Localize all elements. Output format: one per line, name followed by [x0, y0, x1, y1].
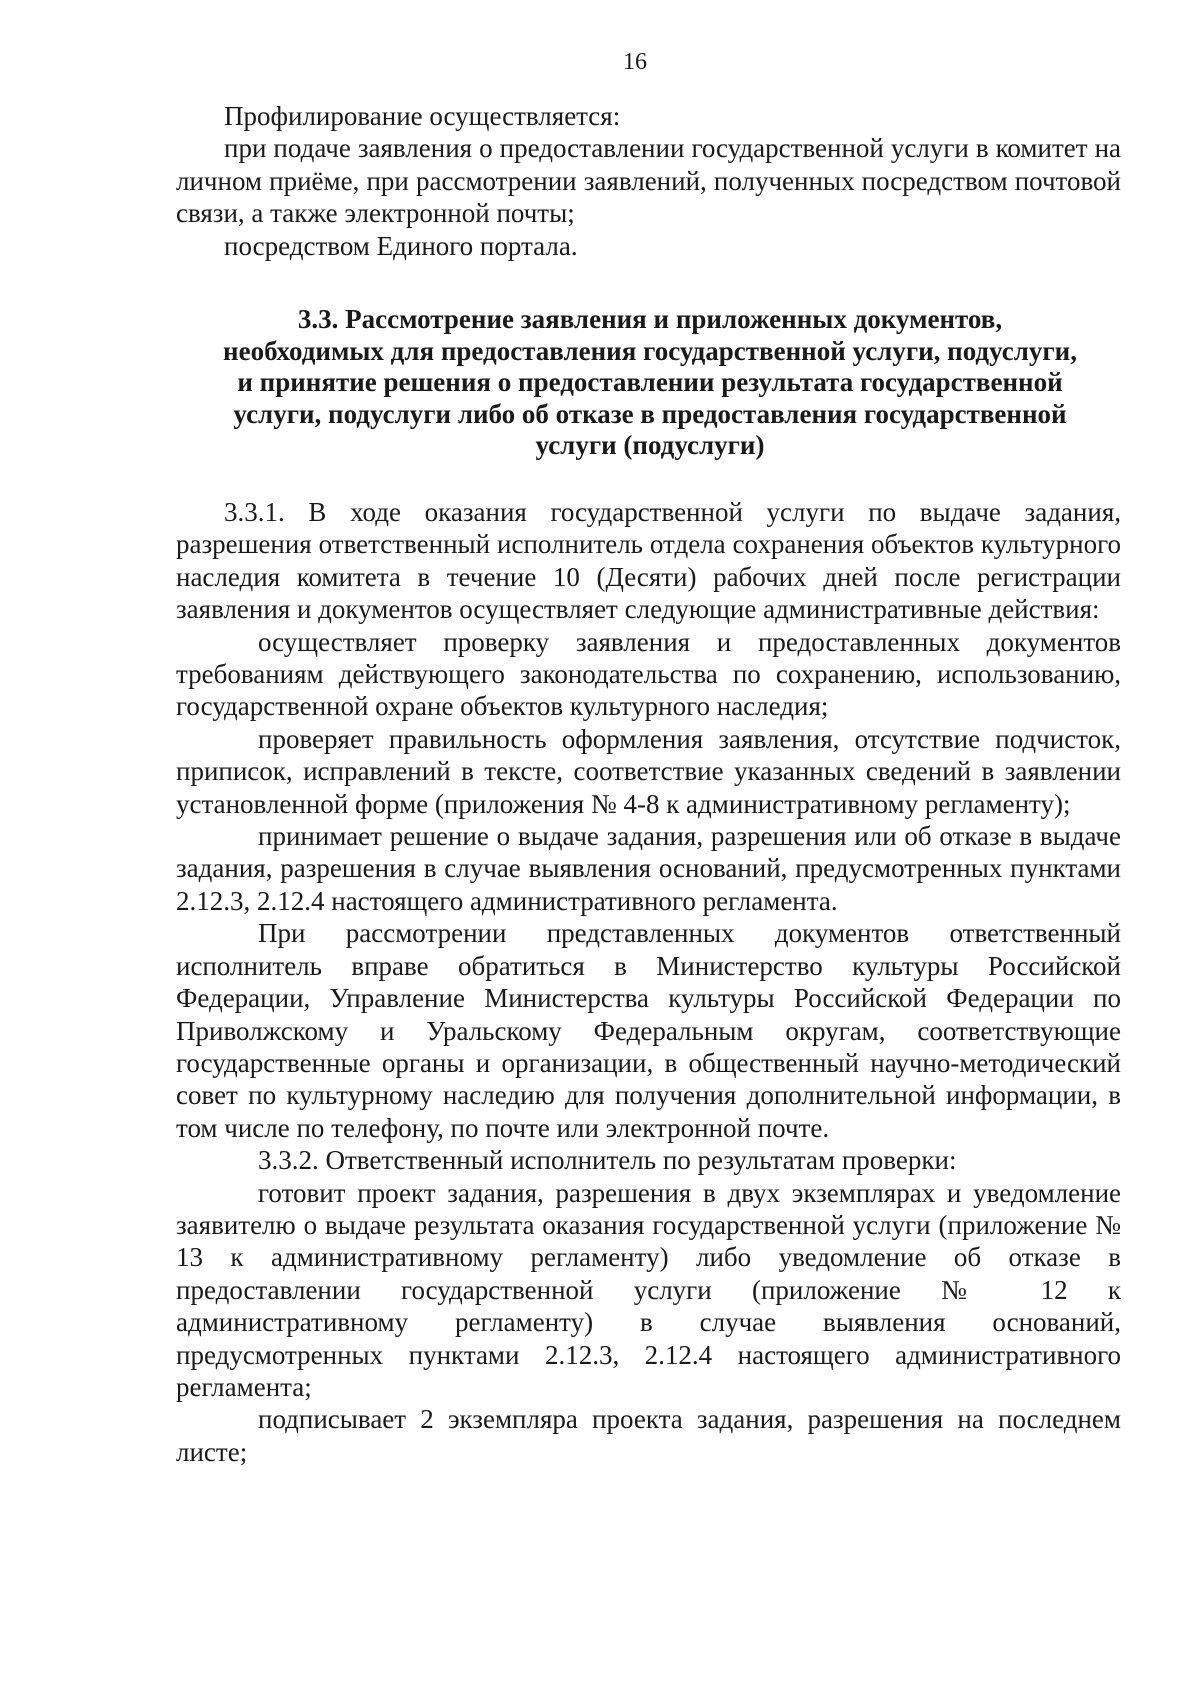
- body-paragraph: проверяет правильность оформления заявления, отсутствие подчисток, приписок, исправлений в тексте, соответствие указанных сведений в заявлении установленной форме (приложения № 4-8 к административному регламенту);: [176, 723, 1121, 819]
- intro-paragraph: Профилирование осуществляется:: [224, 101, 621, 131]
- intro-section: [176, 100, 1121, 262]
- body-paragraph: осуществляет проверку заявления и предоставленных документов требованиям действующего законодательства по сохранению, использованию, государственной охране объектов культурного наследия;: [176, 626, 1121, 722]
- body-paragraph: 3.3.1. В ходе оказания государственной услуги по выдаче задания, разрешения ответственный исполнитель отдела сохранения объектов культурного наследия комитета в течение 10 (Десяти) рабочих дней после регистрации заявления и документов осуществляет следующие административные действия:: [176, 497, 1121, 625]
- body-section: [176, 496, 1121, 1468]
- body-paragraph: готовит проект задания, разрешения в двух экземплярах и уведомление заявителю о выдаче результата оказания государственной услуги (приложение № 13 к административному регламенту) либо уведомление об отказе в предоставлении государственной услуги (приложение № 12 к административному регламенту) в случае выявления оснований, предусмотренных пунктами 2.12.3, 2.12.4 настоящего административного регламента;: [176, 1177, 1121, 1402]
- body-paragraph: 3.3.2. Ответственный исполнитель по результатам проверки:: [258, 1145, 957, 1176]
- body-paragraph: При рассмотрении представленных документов ответственный исполнитель вправе обратиться в Министерство культуры Российской Федерации, Управление Министерства культуры Российской Федерации по Приволжскому и Уральскому Федеральным округам, соответствующие государственные органы и организации, в общественный научно-методический совет по культурному наследию для получения дополнительной информации, в том числе по телефону, по почте или электронной почте.: [176, 918, 1121, 1143]
- heading-line: услуги (подуслуги): [535, 430, 765, 460]
- heading-line: и принятие решения о предоставлении результата государственной: [237, 367, 1063, 397]
- heading-line: необходимых для предоставления государственной услуги, подуслуги,: [223, 335, 1077, 366]
- intro-paragraph: посредством Единого портала.: [224, 230, 578, 261]
- intro-paragraph: при подаче заявления о предоставлении государственной услуги в комитет на личном приёме, при рассмотрении заявлений, полученных посредством почтовой связи, а также электронной почты;: [176, 133, 1121, 229]
- body-paragraph: принимает решение о выдаче задания, разрешения или об отказе в выдаче задания, разрешения в случае выявления оснований, предусмотренных пунктами 2.12.3, 2.12.4 настоящего административного регламента.: [176, 821, 1121, 916]
- page-number: 16: [623, 49, 647, 75]
- body-paragraph: подписывает 2 экземпляра проекта задания, разрешения на последнем листе;: [176, 1404, 1121, 1467]
- heading-line: услуги, подуслуги либо об отказе в предоставления государственной: [233, 398, 1067, 429]
- heading-line: 3.3. Рассмотрение заявления и приложенных документов,: [297, 304, 1003, 334]
- section-heading: [190, 304, 1110, 462]
